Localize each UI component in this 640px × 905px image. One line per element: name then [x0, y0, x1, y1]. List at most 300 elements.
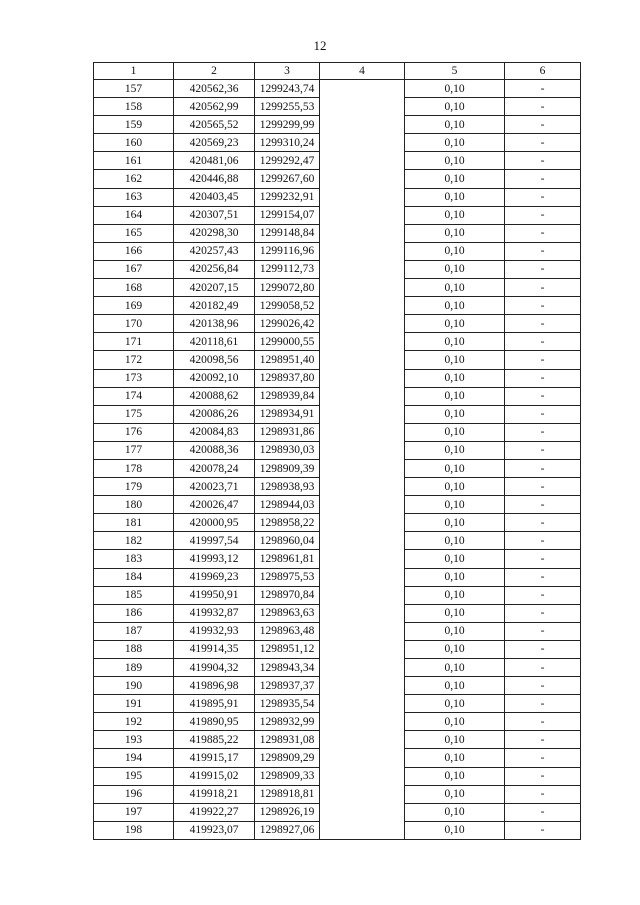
accuracy-cell: 0,10	[405, 242, 505, 260]
y-coordinate-cell: 1298961,81	[255, 550, 320, 568]
point-number-cell: 162	[94, 170, 174, 188]
y-coordinate-cell: 1298930,03	[255, 441, 320, 459]
y-coordinate-cell: 1298926,19	[255, 803, 320, 821]
column-4-cell	[320, 441, 405, 459]
column-4-cell	[320, 279, 405, 297]
header-row	[94, 63, 581, 80]
y-coordinate-cell: 1298927,06	[255, 821, 320, 839]
x-coordinate-cell: 419915,17	[174, 749, 255, 767]
y-coordinate-cell: 1299072,80	[255, 279, 320, 297]
point-number-cell: 188	[94, 640, 174, 658]
y-coordinate-cell: 1298909,33	[255, 767, 320, 785]
x-coordinate-cell: 420565,52	[174, 116, 255, 134]
column-6-cell: -	[505, 677, 581, 695]
column-4-cell	[320, 568, 405, 586]
x-coordinate-cell: 420257,43	[174, 242, 255, 260]
table-row	[94, 659, 581, 677]
column-4-cell	[320, 80, 405, 98]
column-4-cell	[320, 333, 405, 351]
accuracy-cell: 0,10	[405, 803, 505, 821]
x-coordinate-cell: 419922,27	[174, 803, 255, 821]
column-6-cell: -	[505, 821, 581, 839]
point-number-cell: 168	[94, 279, 174, 297]
table-row	[94, 170, 581, 188]
header-cell-5: 5	[405, 63, 505, 80]
column-4-cell	[320, 224, 405, 242]
point-number-cell: 170	[94, 315, 174, 333]
x-coordinate-cell: 419895,91	[174, 695, 255, 713]
point-number-cell: 182	[94, 532, 174, 550]
table-row	[94, 242, 581, 260]
y-coordinate-cell: 1299026,42	[255, 315, 320, 333]
accuracy-cell: 0,10	[405, 767, 505, 785]
column-6-cell: -	[505, 98, 581, 116]
accuracy-cell: 0,10	[405, 695, 505, 713]
x-coordinate-cell: 420084,83	[174, 423, 255, 441]
y-coordinate-cell: 1298938,93	[255, 478, 320, 496]
x-coordinate-cell: 420569,23	[174, 134, 255, 152]
y-coordinate-cell: 1298943,34	[255, 659, 320, 677]
column-4-cell	[320, 152, 405, 170]
table-row	[94, 260, 581, 278]
column-6-cell: -	[505, 188, 581, 206]
y-coordinate-cell: 1299255,53	[255, 98, 320, 116]
accuracy-cell: 0,10	[405, 622, 505, 640]
column-4-cell	[320, 423, 405, 441]
column-6-cell: -	[505, 134, 581, 152]
x-coordinate-cell: 420307,51	[174, 206, 255, 224]
accuracy-cell: 0,10	[405, 550, 505, 568]
y-coordinate-cell: 1299000,55	[255, 333, 320, 351]
accuracy-cell: 0,10	[405, 98, 505, 116]
table-header	[94, 63, 581, 80]
x-coordinate-cell: 420078,24	[174, 459, 255, 477]
column-6-cell: -	[505, 224, 581, 242]
header-cell-1: 1	[94, 63, 174, 80]
column-6-cell: -	[505, 315, 581, 333]
table-row	[94, 98, 581, 116]
point-number-cell: 161	[94, 152, 174, 170]
column-4-cell	[320, 532, 405, 550]
y-coordinate-cell: 1298932,99	[255, 713, 320, 731]
x-coordinate-cell: 420256,84	[174, 260, 255, 278]
x-coordinate-cell: 420481,06	[174, 152, 255, 170]
y-coordinate-cell: 1298909,29	[255, 749, 320, 767]
y-coordinate-cell: 1298935,54	[255, 695, 320, 713]
column-4-cell	[320, 387, 405, 405]
header-cell-6: 6	[505, 63, 581, 80]
accuracy-cell: 0,10	[405, 478, 505, 496]
column-6-cell: -	[505, 170, 581, 188]
x-coordinate-cell: 419923,07	[174, 821, 255, 839]
column-4-cell	[320, 767, 405, 785]
column-6-cell: -	[505, 279, 581, 297]
table-row	[94, 188, 581, 206]
column-4-cell	[320, 514, 405, 532]
column-4-cell	[320, 496, 405, 514]
column-6-cell: -	[505, 731, 581, 749]
point-number-cell: 190	[94, 677, 174, 695]
column-6-cell: -	[505, 785, 581, 803]
column-6-cell: -	[505, 749, 581, 767]
x-coordinate-cell: 419993,12	[174, 550, 255, 568]
header-cell-4: 4	[320, 63, 405, 80]
accuracy-cell: 0,10	[405, 423, 505, 441]
column-4-cell	[320, 369, 405, 387]
table-row	[94, 821, 581, 839]
table-row	[94, 767, 581, 785]
column-6-cell: -	[505, 496, 581, 514]
table-row	[94, 279, 581, 297]
column-4-cell	[320, 785, 405, 803]
column-4-cell	[320, 803, 405, 821]
table-row	[94, 532, 581, 550]
column-6-cell: -	[505, 260, 581, 278]
point-number-cell: 172	[94, 351, 174, 369]
point-number-cell: 196	[94, 785, 174, 803]
column-4-cell	[320, 459, 405, 477]
x-coordinate-cell: 420088,62	[174, 387, 255, 405]
column-6-cell: -	[505, 568, 581, 586]
point-number-cell: 189	[94, 659, 174, 677]
column-6-cell: -	[505, 803, 581, 821]
column-6-cell: -	[505, 532, 581, 550]
y-coordinate-cell: 1299058,52	[255, 297, 320, 315]
point-number-cell: 197	[94, 803, 174, 821]
column-4-cell	[320, 405, 405, 423]
accuracy-cell: 0,10	[405, 640, 505, 658]
y-coordinate-cell: 1299116,96	[255, 242, 320, 260]
table-row	[94, 640, 581, 658]
point-number-cell: 163	[94, 188, 174, 206]
y-coordinate-cell: 1299310,24	[255, 134, 320, 152]
column-6-cell: -	[505, 297, 581, 315]
y-coordinate-cell: 1298909,39	[255, 459, 320, 477]
point-number-cell: 157	[94, 80, 174, 98]
accuracy-cell: 0,10	[405, 731, 505, 749]
point-number-cell: 174	[94, 387, 174, 405]
column-4-cell	[320, 604, 405, 622]
x-coordinate-cell: 419969,23	[174, 568, 255, 586]
table-row	[94, 803, 581, 821]
x-coordinate-cell: 419997,54	[174, 532, 255, 550]
column-4-cell	[320, 98, 405, 116]
y-coordinate-cell: 1298975,53	[255, 568, 320, 586]
y-coordinate-cell: 1298951,40	[255, 351, 320, 369]
column-6-cell: -	[505, 152, 581, 170]
point-number-cell: 169	[94, 297, 174, 315]
column-6-cell: -	[505, 80, 581, 98]
point-number-cell: 187	[94, 622, 174, 640]
accuracy-cell: 0,10	[405, 821, 505, 839]
table-row	[94, 116, 581, 134]
point-number-cell: 176	[94, 423, 174, 441]
column-4-cell	[320, 821, 405, 839]
y-coordinate-cell: 1298960,04	[255, 532, 320, 550]
accuracy-cell: 0,10	[405, 80, 505, 98]
accuracy-cell: 0,10	[405, 568, 505, 586]
y-coordinate-cell: 1298958,22	[255, 514, 320, 532]
x-coordinate-cell: 419932,93	[174, 622, 255, 640]
column-4-cell	[320, 695, 405, 713]
x-coordinate-cell: 419885,22	[174, 731, 255, 749]
column-6-cell: -	[505, 659, 581, 677]
column-4-cell	[320, 206, 405, 224]
y-coordinate-cell: 1298937,80	[255, 369, 320, 387]
accuracy-cell: 0,10	[405, 260, 505, 278]
accuracy-cell: 0,10	[405, 713, 505, 731]
point-number-cell: 159	[94, 116, 174, 134]
header-cell-2: 2	[174, 63, 255, 80]
column-4-cell	[320, 659, 405, 677]
header-cell-3: 3	[255, 63, 320, 80]
column-4-cell	[320, 731, 405, 749]
column-6-cell: -	[505, 622, 581, 640]
table-row	[94, 333, 581, 351]
y-coordinate-cell: 1299154,07	[255, 206, 320, 224]
point-number-cell: 164	[94, 206, 174, 224]
accuracy-cell: 0,10	[405, 586, 505, 604]
y-coordinate-cell: 1298963,63	[255, 604, 320, 622]
x-coordinate-cell: 420118,61	[174, 333, 255, 351]
x-coordinate-cell: 419915,02	[174, 767, 255, 785]
accuracy-cell: 0,10	[405, 297, 505, 315]
table-row	[94, 478, 581, 496]
table-row	[94, 550, 581, 568]
table-row	[94, 387, 581, 405]
column-4-cell	[320, 351, 405, 369]
table-row	[94, 351, 581, 369]
x-coordinate-cell: 419950,91	[174, 586, 255, 604]
y-coordinate-cell: 1298931,86	[255, 423, 320, 441]
x-coordinate-cell: 419932,87	[174, 604, 255, 622]
y-coordinate-cell: 1298934,91	[255, 405, 320, 423]
table-row	[94, 586, 581, 604]
column-4-cell	[320, 134, 405, 152]
point-number-cell: 194	[94, 749, 174, 767]
column-4-cell	[320, 116, 405, 134]
column-6-cell: -	[505, 242, 581, 260]
table-row	[94, 459, 581, 477]
accuracy-cell: 0,10	[405, 441, 505, 459]
point-number-cell: 158	[94, 98, 174, 116]
table-row	[94, 152, 581, 170]
accuracy-cell: 0,10	[405, 279, 505, 297]
point-number-cell: 178	[94, 459, 174, 477]
x-coordinate-cell: 420207,15	[174, 279, 255, 297]
y-coordinate-cell: 1298963,48	[255, 622, 320, 640]
x-coordinate-cell: 420298,30	[174, 224, 255, 242]
accuracy-cell: 0,10	[405, 659, 505, 677]
table-body	[94, 80, 581, 840]
column-6-cell: -	[505, 206, 581, 224]
column-4-cell	[320, 677, 405, 695]
column-4-cell	[320, 550, 405, 568]
x-coordinate-cell: 420182,49	[174, 297, 255, 315]
column-6-cell: -	[505, 116, 581, 134]
accuracy-cell: 0,10	[405, 496, 505, 514]
table-row	[94, 496, 581, 514]
accuracy-cell: 0,10	[405, 785, 505, 803]
y-coordinate-cell: 1298939,84	[255, 387, 320, 405]
column-4-cell	[320, 260, 405, 278]
accuracy-cell: 0,10	[405, 206, 505, 224]
point-number-cell: 179	[94, 478, 174, 496]
x-coordinate-cell: 420562,99	[174, 98, 255, 116]
point-number-cell: 192	[94, 713, 174, 731]
point-number-cell: 167	[94, 260, 174, 278]
point-number-cell: 175	[94, 405, 174, 423]
column-4-cell	[320, 749, 405, 767]
table-row	[94, 677, 581, 695]
column-6-cell: -	[505, 604, 581, 622]
column-4-cell	[320, 170, 405, 188]
point-number-cell: 195	[94, 767, 174, 785]
accuracy-cell: 0,10	[405, 351, 505, 369]
page-number: 12	[313, 38, 327, 53]
x-coordinate-cell: 419904,32	[174, 659, 255, 677]
point-number-cell: 177	[94, 441, 174, 459]
column-4-cell	[320, 188, 405, 206]
table-row	[94, 568, 581, 586]
point-number-cell: 183	[94, 550, 174, 568]
accuracy-cell: 0,10	[405, 532, 505, 550]
column-6-cell: -	[505, 586, 581, 604]
x-coordinate-cell: 420026,47	[174, 496, 255, 514]
column-6-cell: -	[505, 695, 581, 713]
accuracy-cell: 0,10	[405, 315, 505, 333]
accuracy-cell: 0,10	[405, 224, 505, 242]
accuracy-cell: 0,10	[405, 333, 505, 351]
column-6-cell: -	[505, 423, 581, 441]
point-number-cell: 191	[94, 695, 174, 713]
column-6-cell: -	[505, 405, 581, 423]
accuracy-cell: 0,10	[405, 749, 505, 767]
table-row	[94, 604, 581, 622]
point-number-cell: 173	[94, 369, 174, 387]
accuracy-cell: 0,10	[405, 677, 505, 695]
accuracy-cell: 0,10	[405, 116, 505, 134]
x-coordinate-cell: 420086,26	[174, 405, 255, 423]
y-coordinate-cell: 1298918,81	[255, 785, 320, 803]
column-6-cell: -	[505, 333, 581, 351]
table-row	[94, 423, 581, 441]
x-coordinate-cell: 420098,56	[174, 351, 255, 369]
table-row	[94, 315, 581, 333]
x-coordinate-cell: 419914,35	[174, 640, 255, 658]
column-6-cell: -	[505, 550, 581, 568]
accuracy-cell: 0,10	[405, 459, 505, 477]
column-4-cell	[320, 315, 405, 333]
table-row	[94, 405, 581, 423]
x-coordinate-cell: 420088,36	[174, 441, 255, 459]
column-4-cell	[320, 640, 405, 658]
y-coordinate-cell: 1299292,47	[255, 152, 320, 170]
table-row	[94, 713, 581, 731]
table-row	[94, 441, 581, 459]
x-coordinate-cell: 420023,71	[174, 478, 255, 496]
table-row	[94, 695, 581, 713]
table-row	[94, 785, 581, 803]
accuracy-cell: 0,10	[405, 369, 505, 387]
accuracy-cell: 0,10	[405, 387, 505, 405]
column-6-cell: -	[505, 713, 581, 731]
x-coordinate-cell: 420092,10	[174, 369, 255, 387]
column-4-cell	[320, 622, 405, 640]
y-coordinate-cell: 1299112,73	[255, 260, 320, 278]
column-4-cell	[320, 478, 405, 496]
y-coordinate-cell: 1299148,84	[255, 224, 320, 242]
point-number-cell: 166	[94, 242, 174, 260]
x-coordinate-cell: 420562,36	[174, 80, 255, 98]
x-coordinate-cell: 420000,95	[174, 514, 255, 532]
y-coordinate-cell: 1298944,03	[255, 496, 320, 514]
point-number-cell: 165	[94, 224, 174, 242]
coordinates-table	[93, 62, 581, 840]
table-row	[94, 206, 581, 224]
accuracy-cell: 0,10	[405, 152, 505, 170]
point-number-cell: 171	[94, 333, 174, 351]
column-4-cell	[320, 297, 405, 315]
point-number-cell: 180	[94, 496, 174, 514]
x-coordinate-cell: 420403,45	[174, 188, 255, 206]
column-6-cell: -	[505, 478, 581, 496]
accuracy-cell: 0,10	[405, 170, 505, 188]
column-6-cell: -	[505, 387, 581, 405]
y-coordinate-cell: 1299299,99	[255, 116, 320, 134]
table-row	[94, 369, 581, 387]
point-number-cell: 186	[94, 604, 174, 622]
column-6-cell: -	[505, 459, 581, 477]
point-number-cell: 185	[94, 586, 174, 604]
y-coordinate-cell: 1299267,60	[255, 170, 320, 188]
point-number-cell: 181	[94, 514, 174, 532]
y-coordinate-cell: 1298931,08	[255, 731, 320, 749]
accuracy-cell: 0,10	[405, 604, 505, 622]
column-6-cell: -	[505, 767, 581, 785]
table-row	[94, 80, 581, 98]
accuracy-cell: 0,10	[405, 134, 505, 152]
x-coordinate-cell: 419918,21	[174, 785, 255, 803]
y-coordinate-cell: 1299243,74	[255, 80, 320, 98]
column-4-cell	[320, 586, 405, 604]
table-row	[94, 514, 581, 532]
column-6-cell: -	[505, 369, 581, 387]
column-6-cell: -	[505, 640, 581, 658]
point-number-cell: 184	[94, 568, 174, 586]
point-number-cell: 160	[94, 134, 174, 152]
table-row	[94, 297, 581, 315]
table-row	[94, 731, 581, 749]
x-coordinate-cell: 420138,96	[174, 315, 255, 333]
column-6-cell: -	[505, 351, 581, 369]
table-row	[94, 622, 581, 640]
point-number-cell: 198	[94, 821, 174, 839]
x-coordinate-cell: 420446,88	[174, 170, 255, 188]
column-6-cell: -	[505, 514, 581, 532]
y-coordinate-cell: 1299232,91	[255, 188, 320, 206]
column-4-cell	[320, 713, 405, 731]
column-6-cell: -	[505, 441, 581, 459]
table-row	[94, 224, 581, 242]
column-4-cell	[320, 242, 405, 260]
table-row	[94, 749, 581, 767]
accuracy-cell: 0,10	[405, 405, 505, 423]
x-coordinate-cell: 419896,98	[174, 677, 255, 695]
point-number-cell: 193	[94, 731, 174, 749]
y-coordinate-cell: 1298951,12	[255, 640, 320, 658]
y-coordinate-cell: 1298970,84	[255, 586, 320, 604]
